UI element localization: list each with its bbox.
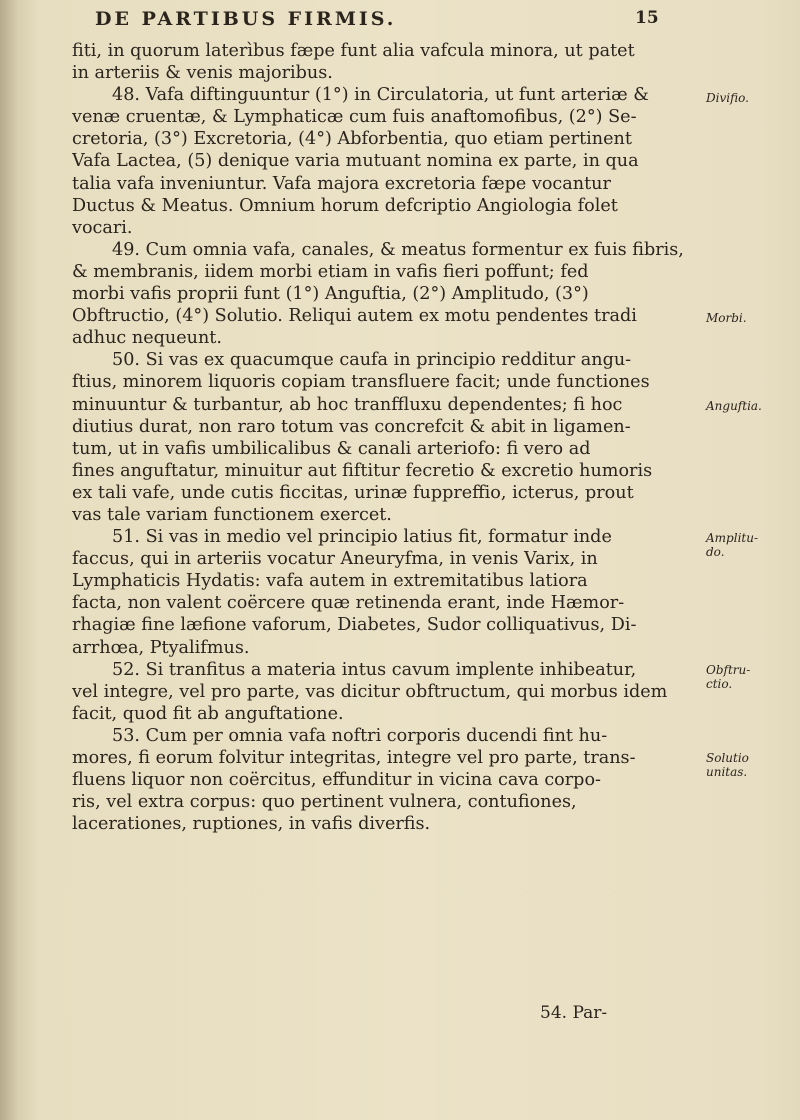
margin-note-divisio <box>706 91 796 105</box>
margin-note-morbi <box>706 311 796 325</box>
text-line: ftius, minorem liquoris copiam transfluere facit; unde functiones <box>72 372 650 393</box>
margin-note-text: ctio. <box>706 677 733 691</box>
margin-note-text: Morbi. <box>706 311 747 325</box>
text-line: lacerationes, ruptiones, in vafis diverfis. <box>72 814 431 835</box>
text-line: & membranis, iidem morbi etiam in vafis fieri poffunt; fed <box>72 261 589 282</box>
text-line: talia vafa inveniuntur. Vafa majora excretoria fæpe vocantur <box>72 173 611 194</box>
margin-note-obstructio <box>706 663 796 691</box>
margin-note-text: Amplitu- <box>706 531 759 545</box>
margin-note-text: do. <box>706 545 725 559</box>
text-line: facta, non valent coërcere quæ retinenda erant, inde Hæmor- <box>72 593 625 614</box>
text-line: tum, ut in vafis umbilicalibus & canali arteriofo: fi vero ad <box>72 438 591 459</box>
text-line: ris, vel extra corpus: quo pertinent vulnera, contufiones, <box>72 792 577 813</box>
text-line: faccus, qui in arteriis vocatur Aneuryfma, in venis Varix, in <box>72 549 598 570</box>
text-line: vel integre, vel pro parte, vas dicitur obftructum, qui morbus idem <box>72 681 668 702</box>
text-line: Vafa Lactea, (5) denique varia mutuant nomina ex parte, in qua <box>72 151 639 172</box>
text-line: facit, quod fit ab anguftatione. <box>72 703 344 724</box>
text-line: diutius durat, non raro totum vas concrefcit & abit in ligamen- <box>72 416 631 437</box>
margin-note-text: Obftru- <box>706 663 751 677</box>
text-line: arrhœa, Ptyalifmus. <box>72 637 250 658</box>
paragraph-48-start: 48. Vafa diftinguuntur (1°) in Circulatoria, ut funt arteriæ & <box>112 85 649 106</box>
paragraph-49-start: 49. Cum omnia vafa, canales, & meatus formentur ex fuis fibris, <box>112 239 684 260</box>
text-line: fines anguftatur, minuitur aut fiftitur fecretio & excretio humoris <box>72 460 653 481</box>
paragraph-53-start: 53. Cum per omnia vafa noftri corporis ducendi fint hu- <box>112 725 608 746</box>
catchword: 54. Par- <box>540 1003 608 1023</box>
text-line: Ductus & Meatus. Omnium horum defcriptio Angiologia folet <box>72 195 618 216</box>
page-number: 15 <box>635 8 659 28</box>
text-line: rhagiæ fine læfione vaforum, Diabetes, Sudor colliquativus, Di- <box>72 615 637 636</box>
text-line: Obftructio, (4°) Solutio. Reliqui autem ex motu pendentes tradi <box>72 306 637 327</box>
margin-note-text: Divifio. <box>706 91 749 105</box>
text-line: minuuntur & turbantur, ab hoc tranffluxu dependentes; fi hoc <box>72 394 623 415</box>
text-line: vocari. <box>72 217 133 238</box>
text-line: fiti, in quorum laterìbus fæpe funt alia vafcula minora, ut patet <box>72 41 635 61</box>
running-header <box>95 8 675 38</box>
text-line: ex tali vafe, unde cutis ficcitas, urinæ fuppreffio, icterus, prout <box>72 482 634 503</box>
paragraph-52-start: 52. Si tranfitus a materia intus cavum implente inhibeatur, <box>112 659 637 680</box>
text-line: adhuc nequeunt. <box>72 328 222 349</box>
paragraph-50-start: 50. Si vas ex quacumque caufa in principio redditur angu- <box>112 350 632 371</box>
text-line: venæ cruentæ, & Lymphaticæ cum fuis anaftomofibus, (2°) Se- <box>72 107 637 128</box>
text-line: fluens liquor non coërcitus, effunditur in vicina cava corpo- <box>72 770 601 791</box>
margin-note-amplitudo <box>706 531 796 559</box>
header-title: DE PARTIBUS FIRMIS. <box>95 8 397 30</box>
text-line: mores, fi eorum folvitur integritas, integre vel pro parte, trans- <box>72 748 636 768</box>
margin-note-solutio <box>706 751 796 779</box>
paragraph-51-start: 51. Si vas in medio vel principio latius fit, formatur inde <box>112 527 612 548</box>
text-line: in arteriis & venis majoribus. <box>72 63 333 84</box>
main-text <box>72 40 692 835</box>
text-line: Lymphaticis Hydatis: vafa autem in extremitatibus latiora <box>72 571 588 592</box>
margin-note-text: Solutio <box>706 751 749 765</box>
text-line: cretoria, (3°) Excretoria, (4°) Abforbentia, quo etiam pertinent <box>72 129 632 150</box>
margin-note-text: Anguftia. <box>706 399 762 413</box>
text-line: morbi vafis proprii funt (1°) Anguftia, (2°) Amplitudo, (3°) <box>72 284 589 305</box>
text-line: vas tale variam functionem exercet. <box>72 504 392 525</box>
margin-note-text: unitas. <box>706 765 748 779</box>
margin-note-angustia <box>706 399 796 413</box>
